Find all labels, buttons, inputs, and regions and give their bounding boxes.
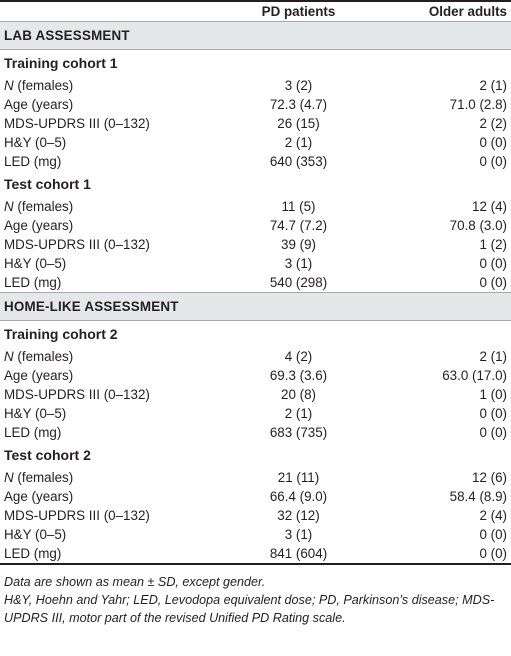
row-variable-text: LED (mg) (4, 154, 62, 169)
cohort-title: Training cohort 1 (4, 55, 118, 71)
row-variable-text: MDS-UPDRS III (0–132) (4, 508, 150, 523)
row-variable-italic: N (4, 349, 14, 364)
row-variable-label (0, 133, 221, 152)
cell-pd-patients: 841 (604) (221, 544, 376, 564)
cell-pd-patients: 3 (2) (284, 78, 313, 93)
row-variable-text: MDS-UPDRS III (0–132) (4, 237, 150, 252)
column-header-older-adults: Older adults (376, 1, 511, 22)
table-row (0, 423, 511, 442)
cell-pd-patients: 11 (5) (281, 199, 316, 214)
row-variable-text: H&Y (0–5) (4, 527, 67, 542)
row-variable-italic: N (4, 470, 14, 485)
table-row (0, 366, 511, 385)
cell-pd-patients: 683 (735) (269, 425, 328, 440)
row-variable-text: LED (mg) (4, 275, 62, 290)
row-variable-text: Age (years) (4, 368, 74, 383)
cell-pd-patients: 66.4 (9.0) (269, 489, 328, 504)
cohort-title: Test cohort 2 (4, 447, 91, 463)
row-variable-label (0, 385, 221, 404)
cohort-header-row (0, 442, 511, 468)
row-variable-label (0, 114, 221, 133)
row-variable-label (0, 152, 221, 171)
row-variable-label (0, 216, 221, 235)
cell-pd-patients: 2 (1) (284, 406, 313, 421)
table-row (0, 235, 511, 254)
cell-pd-patients: 21 (11) (277, 470, 320, 485)
row-variable-label (0, 544, 221, 564)
cell-pd-patients: 26 (15) (277, 116, 320, 131)
row-variable-text: LED (mg) (4, 425, 62, 440)
row-variable-text: Age (years) (4, 489, 74, 504)
column-header-pd-patients: PD patients (221, 1, 376, 22)
table-row (0, 76, 511, 95)
cohort-title: Test cohort 1 (4, 176, 91, 192)
row-variable-text: MDS-UPDRS III (0–132) (4, 116, 150, 131)
table-row (0, 404, 511, 423)
row-variable-text: H&Y (0–5) (4, 406, 67, 421)
row-variable-text: Age (years) (4, 97, 74, 112)
cell-older-adults: 0 (0) (479, 527, 507, 542)
row-variable-label (0, 404, 221, 423)
row-variable-text: (females) (13, 349, 74, 364)
row-variable-label (0, 273, 221, 293)
cohort-header-row (0, 321, 511, 348)
table-row (0, 347, 511, 366)
row-variable-label (0, 76, 221, 95)
row-variable-text: H&Y (0–5) (4, 256, 67, 271)
section-header-row (0, 293, 511, 321)
cell-older-adults: 1 (2) (479, 237, 507, 252)
row-variable-italic: N (4, 199, 14, 214)
cell-older-adults: 2 (4) (479, 508, 507, 523)
footnote-data-description: Data are shown as mean ± SD, except gender. (4, 575, 266, 589)
cell-pd-patients: 32 (12) (277, 508, 320, 523)
row-variable-label (0, 197, 221, 216)
cell-older-adults: 71.0 (2.8) (449, 97, 507, 112)
table-row (0, 95, 511, 114)
row-variable-italic: N (4, 78, 14, 93)
row-variable-label (0, 366, 221, 385)
cell-older-adults: 70.8 (3.0) (449, 218, 507, 233)
table-row (0, 254, 511, 273)
section-header-row (0, 22, 511, 50)
table-row (0, 114, 511, 133)
cohort-title: Training cohort 2 (4, 326, 118, 342)
cell-older-adults: 2 (1) (479, 349, 507, 364)
row-variable-text: (females) (13, 199, 74, 214)
cell-pd-patients: 3 (1) (284, 527, 313, 542)
table-row (0, 216, 511, 235)
row-variable-text: (females) (13, 78, 74, 93)
row-variable-text: MDS-UPDRS III (0–132) (4, 387, 150, 402)
cell-older-adults: 12 (6) (472, 470, 507, 485)
row-variable-text: LED (mg) (4, 546, 62, 561)
table-row (0, 152, 511, 171)
row-variable-label (0, 506, 221, 525)
cell-older-adults: 0 (0) (479, 425, 507, 440)
cell-older-adults: 0 (0) (479, 154, 507, 169)
cell-pd-patients: 69.3 (3.6) (269, 368, 328, 383)
cell-pd-patients: 540 (298) (269, 275, 328, 290)
row-variable-text: H&Y (0–5) (4, 135, 67, 150)
table-row (0, 525, 511, 544)
cell-pd-patients: 640 (353) (269, 154, 328, 169)
column-header-variable (0, 1, 221, 22)
row-variable-label (0, 487, 221, 506)
cell-older-adults: 0 (0) (376, 544, 511, 564)
cell-older-adults: 2 (1) (479, 78, 507, 93)
row-variable-label (0, 423, 221, 442)
table-footnotes (0, 565, 511, 627)
table-row (0, 197, 511, 216)
cell-older-adults: 0 (0) (479, 256, 507, 271)
table-row (0, 385, 511, 404)
cell-pd-patients: 72.3 (4.7) (269, 97, 328, 112)
cell-pd-patients: 2 (1) (284, 135, 313, 150)
cell-pd-patients: 20 (8) (281, 387, 316, 402)
cell-older-adults: 2 (2) (479, 116, 507, 131)
table-row (0, 133, 511, 152)
cell-older-adults: 12 (4) (472, 199, 507, 214)
row-variable-text: Age (years) (4, 218, 74, 233)
table-row (0, 487, 511, 506)
row-variable-label (0, 235, 221, 254)
row-variable-label (0, 347, 221, 366)
section-title: LAB ASSESSMENT (0, 22, 511, 50)
row-variable-label (0, 468, 221, 487)
cohort-header-row (0, 50, 511, 77)
cell-pd-patients: 3 (1) (284, 256, 313, 271)
footnote-abbreviations: H&Y, Hoehn and Yahr; LED, Levodopa equivalent dose; PD, Parkinson’s disease; MDS-UPDRS III, motor part of the revised Unified PD Rating scale. (4, 593, 495, 625)
cell-pd-patients: 4 (2) (284, 349, 313, 364)
cell-older-adults: 58.4 (8.9) (449, 489, 507, 504)
row-variable-label (0, 525, 221, 544)
cell-pd-patients: 39 (9) (281, 237, 316, 252)
cell-older-adults: 0 (0) (479, 406, 507, 421)
cell-pd-patients: 74.7 (7.2) (269, 218, 328, 233)
section-title: HOME-LIKE ASSESSMENT (0, 293, 511, 321)
cell-older-adults: 1 (0) (479, 387, 507, 402)
table-body (0, 22, 511, 565)
table-header-row (0, 1, 511, 22)
table-row (0, 506, 511, 525)
cell-older-adults: 63.0 (17.0) (442, 368, 507, 383)
row-variable-text: (females) (13, 470, 74, 485)
cell-older-adults: 0 (0) (479, 135, 507, 150)
row-variable-label (0, 254, 221, 273)
cohort-header-row (0, 171, 511, 197)
table-row (0, 468, 511, 487)
row-variable-label (0, 95, 221, 114)
table-row (0, 544, 511, 564)
cell-older-adults: 0 (0) (479, 275, 507, 290)
table-row (0, 273, 511, 293)
